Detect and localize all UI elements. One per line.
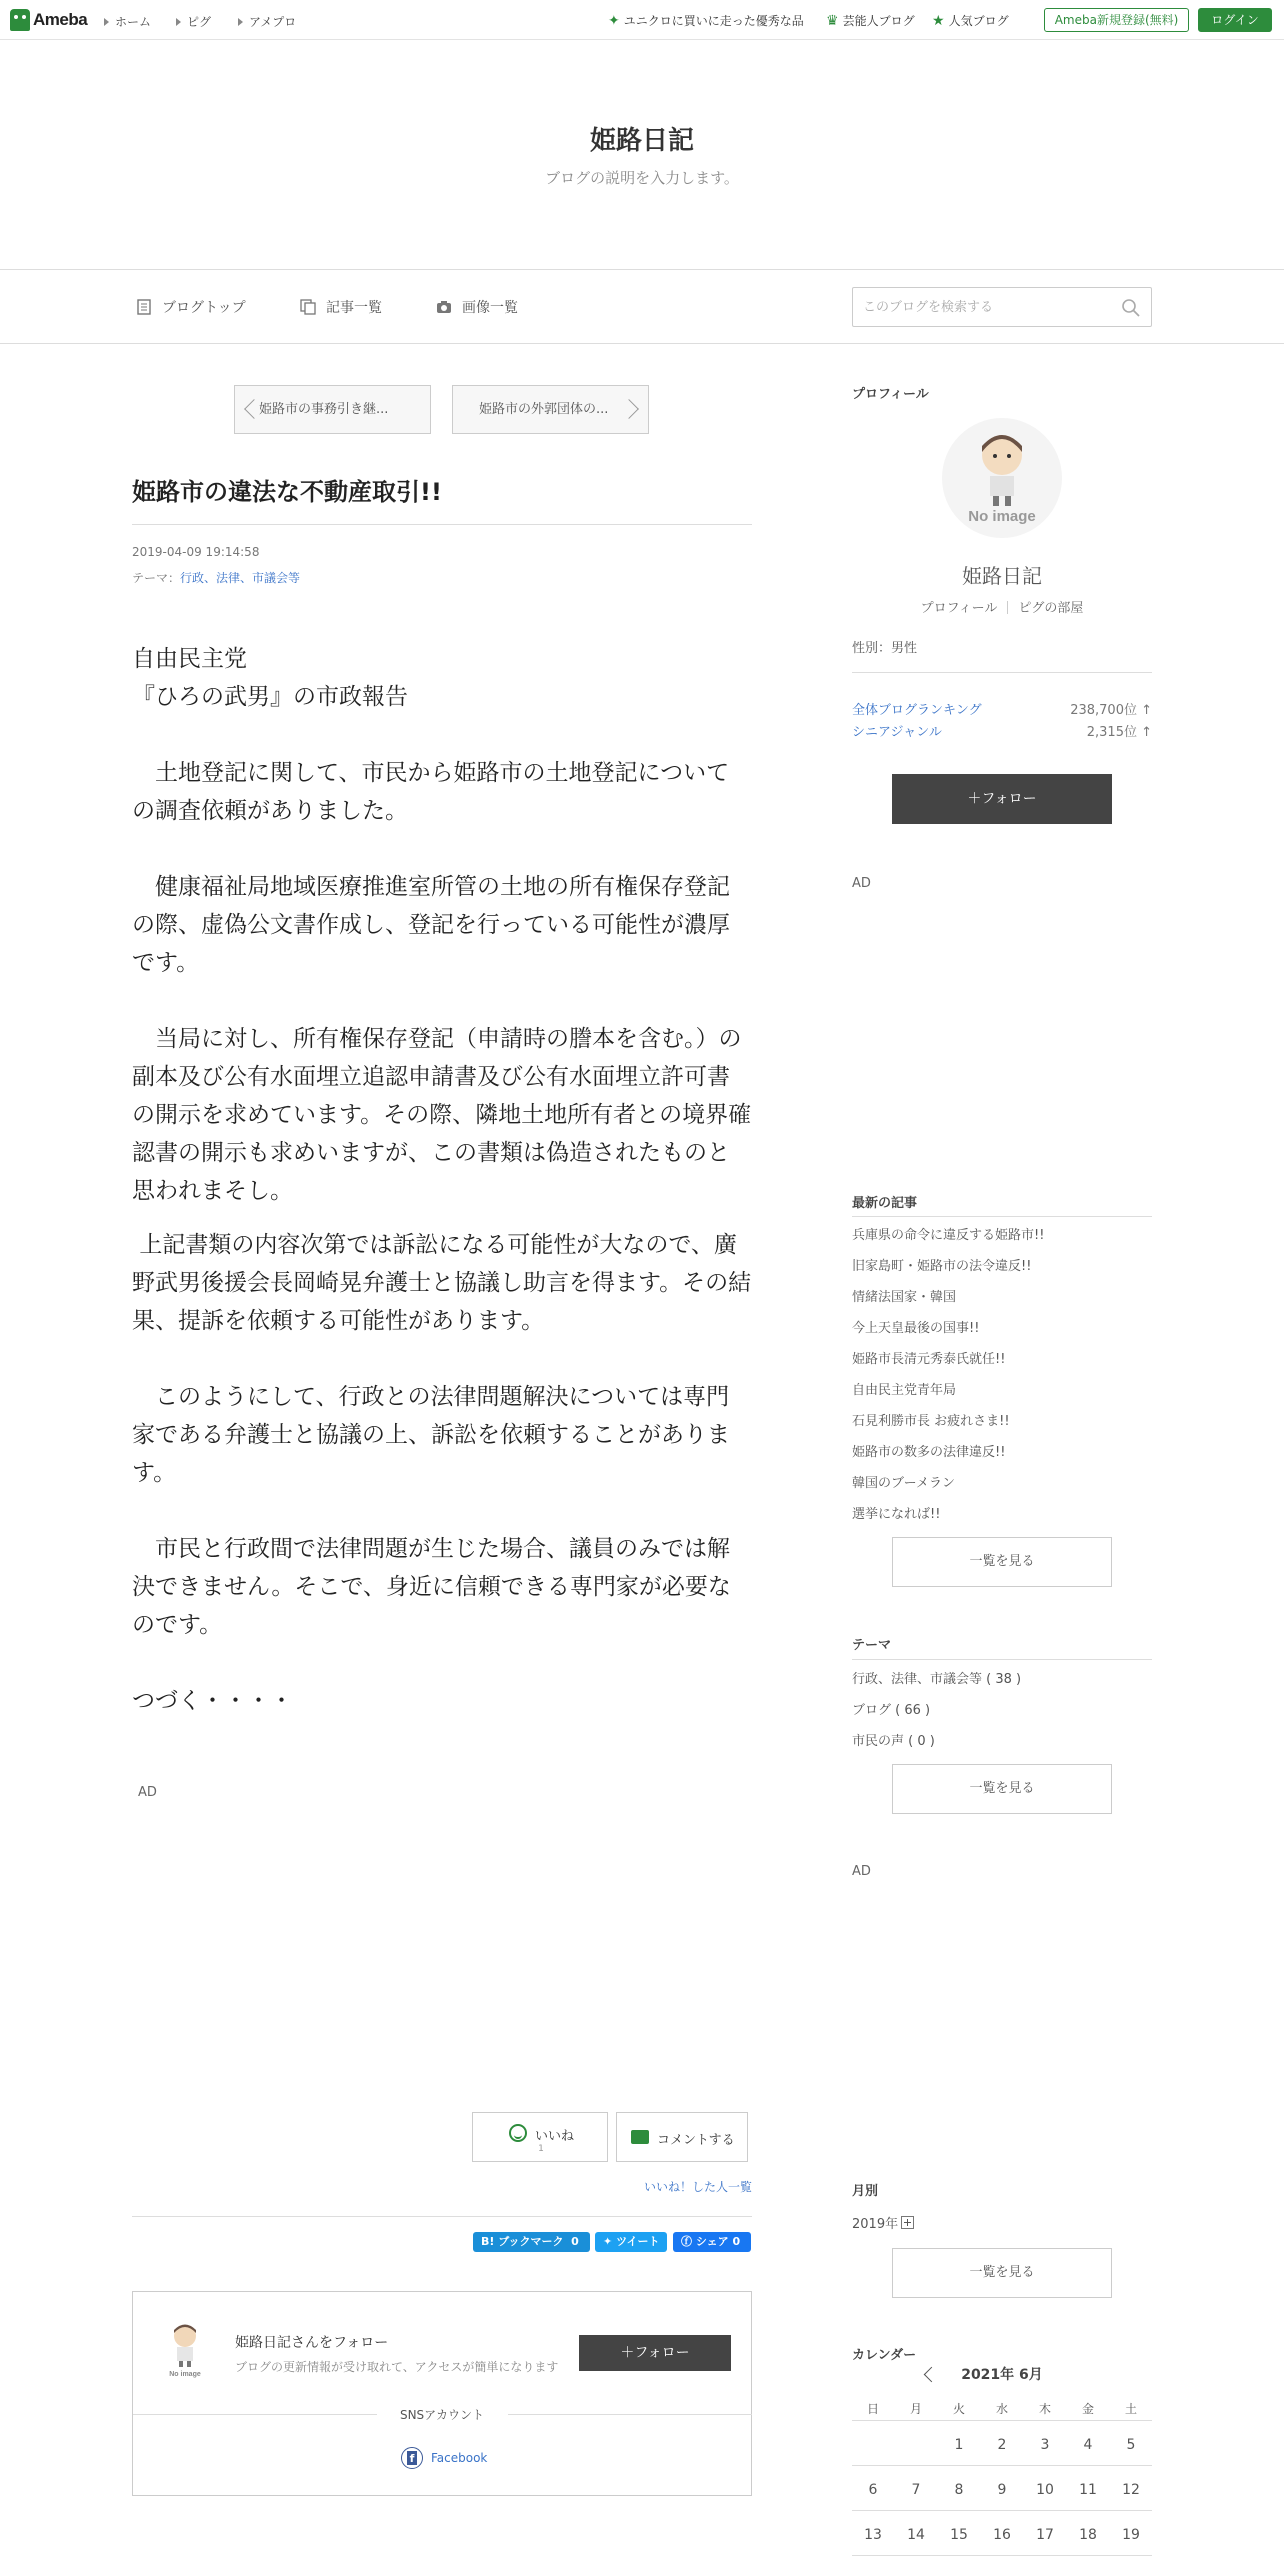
- separator: [1007, 601, 1008, 614]
- header-link-uniqlo[interactable]: [608, 12, 804, 29]
- prev-entry-link[interactable]: [234, 385, 431, 434]
- login-button[interactable]: ログイン: [1198, 8, 1272, 32]
- crown-icon: ♛: [826, 12, 839, 29]
- smile-icon: [509, 2124, 527, 2142]
- profile-avatar[interactable]: [942, 418, 1062, 538]
- nav-home[interactable]: [104, 13, 151, 30]
- profile-links: [852, 597, 1152, 616]
- entry-paragraph: 当局に対し、所有権保存登記（申請時の謄本を含む。）の副本及び公有水面埋立追認申請書及び公有水面埋立許可書の開示を求めています。その際、隣地土地所有者との境界確認書の開示も求めいますが、この書類は偽造されたものと思われまそし。: [132, 1026, 752, 1204]
- sns-accounts-label: SNSアカウント: [399, 2408, 485, 2422]
- divider: [852, 672, 1152, 673]
- calendar-weekday: 日: [866, 2402, 879, 2416]
- profile-heading: プロフィール: [852, 387, 929, 402]
- calendar-heading: カレンダー: [852, 2348, 917, 2363]
- calendar-day[interactable]: 2: [997, 2437, 1007, 2453]
- calendar-day[interactable]: 9: [997, 2482, 1007, 2498]
- header-link-celebrity-label: 芸能人ブログ: [842, 14, 915, 28]
- recent-entry-link[interactable]: 旧家島町・姫路市の法令違反!!: [852, 1259, 1032, 1274]
- entry-paragraph: 上記書類の内容次第では訴訟になる可能性が大なので、廣野武男後援会長岡崎晃弁護士と協議し助言を得ます。その結果、提訴を依頼する可能性があります。: [132, 1232, 752, 1334]
- facebook-share-label: シェア: [695, 2235, 729, 2248]
- blog-title[interactable]: 姫路日記: [589, 126, 694, 156]
- pig-room-link[interactable]: ピグの部屋: [1018, 601, 1084, 616]
- nav-home-label: ホーム: [115, 15, 152, 29]
- follow-box-description: ブログの更新情報が受け取れて、アクセスが簡単になります: [235, 2360, 559, 2374]
- monthly-more-button[interactable]: 一覧を見る: [892, 2248, 1112, 2298]
- facebook-share-button[interactable]: [673, 2232, 751, 2252]
- subnav-blog-top-label: ブログトップ: [162, 300, 246, 316]
- calendar-day[interactable]: 16: [993, 2527, 1011, 2543]
- monthly-heading: 月別: [852, 2184, 879, 2199]
- divider: [132, 524, 752, 525]
- like-list-link[interactable]: いいね！した人一覧: [644, 2180, 753, 2194]
- entry-theme-link[interactable]: 行政、法律、市議会等: [180, 571, 301, 585]
- divider: [852, 2555, 1152, 2556]
- calendar-month: 2021年 6月: [961, 2367, 1043, 2383]
- ranking-senior[interactable]: [852, 721, 1152, 740]
- entry-paragraph: 健康福祉局地域医療推進室所管の土地の所有権保存登記の際、虚偽公文書作成し、登記を行っている可能性が濃厚です。: [132, 874, 730, 976]
- prev-entry-label: 姫路市の事務引き継...: [259, 402, 389, 417]
- calendar-day[interactable]: 11: [1079, 2482, 1097, 2498]
- entry-title[interactable]: 姫路市の違法な不動産取引!!: [132, 478, 442, 506]
- hatena-count: 0: [571, 2235, 579, 2248]
- ranking-overall-value: 238,700位 ↑: [1070, 703, 1152, 718]
- triangle-right-icon: [104, 18, 109, 26]
- expand-plus-icon[interactable]: [901, 2216, 914, 2229]
- theme-link[interactable]: 行政、法律、市議会等 ( 38 ): [852, 1672, 1022, 1687]
- entry-date: 2019-04-09 19:14:58: [132, 545, 260, 559]
- month-archive-item[interactable]: [852, 2213, 914, 2232]
- blog-subnav: [0, 269, 1284, 344]
- calendar-weekday: 火: [952, 2402, 965, 2416]
- ameba-logo[interactable]: [10, 8, 87, 32]
- calendar-day[interactable]: 5: [1126, 2437, 1136, 2453]
- calendar-day[interactable]: 8: [954, 2482, 964, 2498]
- header-link-uniqlo-label: ユニクロに買いに走った優秀な品: [623, 14, 804, 28]
- star-icon: ★: [932, 12, 945, 29]
- recent-entry-link[interactable]: 石見利勝市長 お疲れさま!!: [852, 1414, 1010, 1429]
- calendar-weekday: 金: [1081, 2402, 1094, 2416]
- sidebar-ad-label-2: AD: [852, 1864, 871, 1879]
- entry-ad-label: AD: [138, 1785, 157, 1800]
- next-entry-link[interactable]: [452, 385, 649, 434]
- ranking-overall[interactable]: [852, 699, 1152, 718]
- hatena-bookmark-button[interactable]: [473, 2232, 590, 2252]
- divider: [852, 2510, 1152, 2511]
- facebook-share-count: 0: [732, 2235, 741, 2248]
- subnav-image-list-label: 画像一覧: [462, 300, 518, 316]
- comment-label: コメントする: [657, 2133, 735, 2148]
- subnav-entry-list-label: 記事一覧: [326, 300, 382, 316]
- search-icon[interactable]: [1121, 298, 1141, 318]
- twitter-icon: ✦: [603, 2235, 613, 2248]
- camera-icon: [436, 299, 452, 315]
- subnav-entry-list[interactable]: [300, 297, 382, 317]
- ameba-logo-icon: [10, 9, 30, 31]
- comment-icon: [631, 2130, 649, 2144]
- profile-name[interactable]: 姫路日記: [962, 564, 1042, 588]
- entry-theme-prefix: テーマ：: [132, 571, 181, 585]
- theme-heading: テーマ: [852, 1638, 892, 1653]
- follow-box: [132, 2291, 752, 2496]
- calendar-day[interactable]: 15: [950, 2527, 968, 2543]
- sidebar-follow-button[interactable]: ＋フォロー: [892, 774, 1112, 824]
- register-button[interactable]: Ameba新規登録(無料): [1044, 8, 1189, 32]
- calendar-day[interactable]: 14: [907, 2527, 925, 2543]
- month-archive-label: 2019年: [852, 2217, 899, 2232]
- theme-more-button[interactable]: 一覧を見る: [892, 1764, 1112, 1814]
- chevron-right-icon: [619, 399, 639, 419]
- triangle-right-icon: [238, 18, 243, 26]
- entry-paragraph: つづく・・・・: [132, 1688, 293, 1714]
- search-input[interactable]: [853, 288, 1113, 326]
- ranking-overall-name: 全体ブログランキング: [852, 703, 982, 718]
- entry-body: [132, 640, 752, 1720]
- facebook-account-link[interactable]: [401, 2447, 487, 2469]
- recent-entry-link[interactable]: 韓国のブーメラン: [852, 1476, 955, 1491]
- recent-entry-link[interactable]: 今上天皇最後の国事!!: [852, 1321, 980, 1336]
- nav-pigg[interactable]: [176, 13, 211, 30]
- calendar-day[interactable]: 7: [911, 2482, 921, 2498]
- hatena-label: B! ブックマーク: [481, 2235, 564, 2248]
- recent-more-button[interactable]: 一覧を見る: [892, 1537, 1112, 1587]
- ranking-senior-name: シニアジャンル: [852, 725, 942, 740]
- sparkle-icon: ✦: [608, 12, 620, 29]
- tweet-label: ツイート: [616, 2235, 660, 2248]
- follow-box-name: 姫路日記さんをフォロー: [235, 2335, 389, 2351]
- profile-avatar-image: [942, 418, 1062, 538]
- sidebar-ad-label: AD: [852, 876, 871, 891]
- subnav-blog-top[interactable]: [136, 297, 246, 317]
- comment-button[interactable]: [616, 2112, 748, 2162]
- next-entry-label: 姫路市の外郭団体の...: [479, 402, 609, 417]
- calendar-day[interactable]: 17: [1036, 2527, 1054, 2543]
- like-button[interactable]: [472, 2112, 608, 2162]
- document-icon: [136, 299, 152, 315]
- tweet-button[interactable]: [595, 2232, 667, 2252]
- subnav-image-list[interactable]: [436, 297, 518, 317]
- ranking-senior-value: 2,315位 ↑: [1086, 725, 1152, 740]
- calendar-day[interactable]: 3: [1040, 2437, 1050, 2453]
- entry-paragraph: 自由民主党 『ひろの武男』の市政報告: [132, 646, 408, 710]
- recent-entry-link[interactable]: 姫路市の数多の法律違反!!: [852, 1445, 1006, 1460]
- profile-gender: 性別：男性: [852, 641, 918, 656]
- entry-theme: [132, 569, 300, 586]
- header-link-popular-label: 人気ブログ: [948, 14, 1009, 28]
- global-header: [0, 0, 1284, 40]
- recent-entry-link[interactable]: 兵庫県の命令に違反する姫路市!!: [852, 1228, 1045, 1243]
- calendar-day[interactable]: 1: [954, 2437, 964, 2453]
- like-label: いいね: [535, 2129, 575, 2144]
- blog-search: [852, 287, 1152, 327]
- facebook-account-label: Facebook: [431, 2451, 488, 2465]
- calendar-day[interactable]: 4: [1083, 2437, 1093, 2453]
- divider: [852, 1216, 1152, 1217]
- calendar-day[interactable]: 18: [1079, 2527, 1097, 2543]
- recent-entry-link[interactable]: 情緒法国家・韓国: [852, 1290, 957, 1305]
- calendar-weekday: 土: [1124, 2402, 1137, 2416]
- calendar-day[interactable]: 19: [1122, 2527, 1140, 2543]
- calendar-weekday: 木: [1038, 2402, 1051, 2416]
- like-count: 1: [538, 2144, 544, 2154]
- follow-button[interactable]: ＋フォロー: [579, 2335, 731, 2371]
- theme-link[interactable]: 市民の声 ( 0 ): [852, 1734, 935, 1749]
- recent-entry-link[interactable]: 選挙になれば!!: [852, 1507, 941, 1522]
- avatar: [161, 2319, 209, 2379]
- recent-entries-heading: 最新の記事: [852, 1196, 918, 1211]
- profile-link[interactable]: プロフィール: [920, 601, 998, 616]
- facebook-icon: ⓕ: [681, 2235, 692, 2248]
- blog-description: ブログの説明を入力します。: [545, 169, 739, 187]
- nav-pigg-label: ピグ: [187, 15, 212, 29]
- nav-amepro[interactable]: [238, 13, 296, 30]
- divider: [852, 2420, 1152, 2421]
- recent-entry-link[interactable]: 姫路市長清元秀泰氏就任!!: [852, 1352, 1006, 1367]
- ameba-logo-text: Ameba: [33, 10, 88, 29]
- copy-icon: [300, 299, 316, 315]
- profile-noimage-text: No image: [968, 508, 1036, 525]
- divider: [132, 2216, 752, 2217]
- divider: [852, 2465, 1152, 2466]
- calendar-weekday: 月: [909, 2402, 922, 2416]
- triangle-right-icon: [176, 18, 181, 26]
- calendar-day[interactable]: 12: [1122, 2482, 1140, 2498]
- entry-paragraph: 土地登記に関して、市民から姫路市の土地登記についての調査依頼がありました。: [132, 760, 730, 824]
- entry-paragraph: 市民と行政間で法律問題が生じた場合、議員のみでは解決できません。そこで、身近に信頼できる専門家が必要なのです。: [132, 1536, 731, 1638]
- facebook-icon: [401, 2447, 423, 2469]
- calendar-day[interactable]: 6: [868, 2482, 878, 2498]
- calendar-day[interactable]: 13: [864, 2527, 882, 2543]
- nav-amepro-label: アメプロ: [249, 15, 297, 29]
- calendar-weekday: 水: [995, 2402, 1008, 2416]
- header-link-popular[interactable]: [932, 12, 1009, 29]
- calendar-day[interactable]: 10: [1036, 2482, 1054, 2498]
- avatar-noimage-text: No image: [169, 2371, 201, 2378]
- recent-entry-link[interactable]: 自由民主党青年局: [852, 1383, 957, 1398]
- entry-paragraph: このようにして、行政との法律問題解決については専門家である弁護士と協議の上、訴訟を依頼することがあります。: [132, 1384, 730, 1486]
- divider: [852, 1659, 1152, 1660]
- header-link-celebrity[interactable]: [826, 12, 915, 29]
- theme-link[interactable]: ブログ ( 66 ): [852, 1703, 931, 1718]
